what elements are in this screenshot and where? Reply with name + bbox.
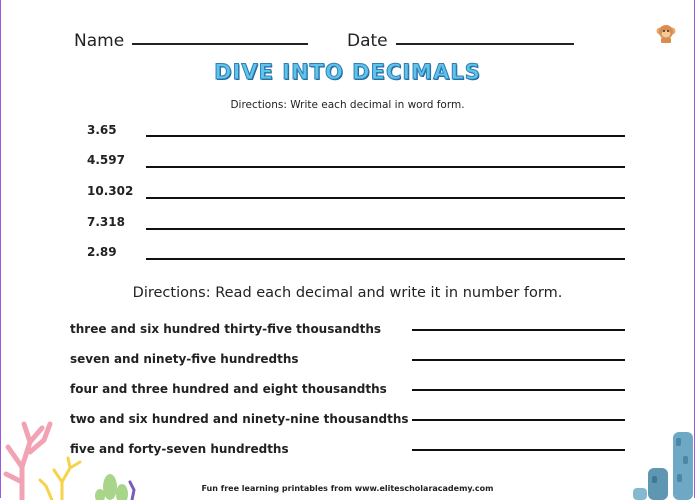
date-label: Date <box>347 31 388 51</box>
answer-line[interactable] <box>146 166 625 168</box>
monkey-logo-icon <box>655 22 677 44</box>
word-item: four and three hundred and eight thousandths <box>70 382 387 396</box>
answer-line[interactable] <box>412 329 625 331</box>
word-item: seven and ninety-five hundredths <box>70 352 299 366</box>
directions-word-form: Directions: Write each decimal in word form. <box>230 99 465 111</box>
answer-line[interactable] <box>412 419 625 421</box>
decimal-item: 3.65 <box>87 123 117 137</box>
answer-line[interactable] <box>412 449 625 451</box>
decimal-item: 10.302 <box>87 184 134 198</box>
decimal-item: 4.597 <box>87 153 125 167</box>
name-field[interactable] <box>132 43 308 45</box>
word-item: two and six hundred and ninety-nine thousandths <box>70 412 409 426</box>
word-item: five and forty-seven hundredths <box>70 442 289 456</box>
answer-line[interactable] <box>412 389 625 391</box>
answer-line[interactable] <box>146 197 625 199</box>
answer-line[interactable] <box>146 228 625 230</box>
answer-line[interactable] <box>146 135 625 137</box>
worksheet-title: DIVE INTO DECIMALS <box>214 60 481 84</box>
name-label: Name <box>74 31 125 51</box>
footer-credit: Fun free learning printables from www.elitescholaracademy.com <box>201 484 494 493</box>
decimal-item: 7.318 <box>87 215 125 229</box>
answer-line[interactable] <box>412 359 625 361</box>
directions-number-form: Directions: Read each decimal and write it in number form. <box>132 285 563 301</box>
word-item: three and six hundred thirty-five thousandths <box>70 322 382 336</box>
date-field[interactable] <box>396 43 574 45</box>
decimal-item: 2.89 <box>87 245 117 259</box>
answer-line[interactable] <box>146 258 625 260</box>
